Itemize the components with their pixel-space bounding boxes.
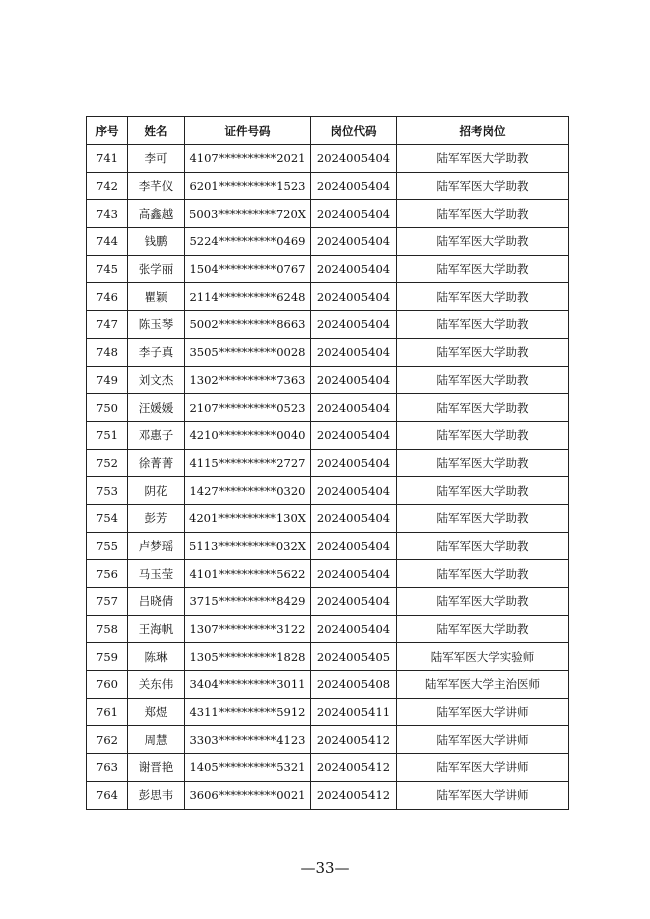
table-row [87, 754, 569, 782]
position-code-cell: 2024005412 [311, 781, 397, 809]
table-row [87, 366, 569, 394]
table-row [87, 477, 569, 505]
serial-cell: 745 [87, 255, 128, 283]
serial-cell: 758 [87, 615, 128, 643]
id-number-cell: 3404**********3011 [185, 671, 311, 699]
name-cell: 吕晓倩 [128, 588, 185, 616]
position-code-cell: 2024005404 [311, 255, 397, 283]
table-row [87, 421, 569, 449]
table-body [87, 145, 569, 810]
name-cell: 彭芳 [128, 504, 185, 532]
header-position: 招考岗位 [397, 117, 569, 145]
serial-cell: 760 [87, 671, 128, 699]
serial-cell: 744 [87, 228, 128, 256]
name-cell: 卢梦瑶 [128, 532, 185, 560]
position-cell: 陆军军医大学助教 [397, 145, 569, 173]
position-code-cell: 2024005404 [311, 477, 397, 505]
table-row [87, 449, 569, 477]
position-code-cell: 2024005404 [311, 338, 397, 366]
name-cell: 李可 [128, 145, 185, 173]
id-number-cell: 4311**********5912 [185, 698, 311, 726]
id-number-cell: 1302**********7363 [185, 366, 311, 394]
id-number-cell: 1307**********3122 [185, 615, 311, 643]
name-cell: 陈琳 [128, 643, 185, 671]
table-row [87, 200, 569, 228]
serial-cell: 764 [87, 781, 128, 809]
position-cell: 陆军军医大学助教 [397, 560, 569, 588]
position-cell: 陆军军医大学助教 [397, 311, 569, 339]
serial-cell: 755 [87, 532, 128, 560]
name-cell: 钱鹏 [128, 228, 185, 256]
header-serial: 序号 [87, 117, 128, 145]
position-cell: 陆军军医大学讲师 [397, 698, 569, 726]
table-row [87, 698, 569, 726]
position-cell: 陆军军医大学讲师 [397, 781, 569, 809]
id-number-cell: 4210**********0040 [185, 421, 311, 449]
name-cell: 谢晋艳 [128, 754, 185, 782]
serial-cell: 756 [87, 560, 128, 588]
table-row [87, 338, 569, 366]
id-number-cell: 1305**********1828 [185, 643, 311, 671]
name-cell: 高鑫越 [128, 200, 185, 228]
id-number-cell: 4107**********2021 [185, 145, 311, 173]
id-number-cell: 3606**********0021 [185, 781, 311, 809]
position-code-cell: 2024005404 [311, 560, 397, 588]
id-number-cell: 1504**********0767 [185, 255, 311, 283]
serial-cell: 747 [87, 311, 128, 339]
serial-cell: 749 [87, 366, 128, 394]
serial-cell: 743 [87, 200, 128, 228]
position-cell: 陆军军医大学助教 [397, 615, 569, 643]
table-row [87, 671, 569, 699]
table-row [87, 311, 569, 339]
serial-cell: 762 [87, 726, 128, 754]
position-code-cell: 2024005405 [311, 643, 397, 671]
id-number-cell: 6201**********1523 [185, 172, 311, 200]
id-number-cell: 2107**********0523 [185, 394, 311, 422]
position-cell: 陆军军医大学助教 [397, 366, 569, 394]
table-row [87, 394, 569, 422]
position-cell: 陆军军医大学实验师 [397, 643, 569, 671]
position-cell: 陆军军医大学助教 [397, 588, 569, 616]
id-number-cell: 5003**********720X [185, 200, 311, 228]
position-cell: 陆军军医大学助教 [397, 172, 569, 200]
id-number-cell: 5113**********032X [185, 532, 311, 560]
serial-cell: 742 [87, 172, 128, 200]
id-number-cell: 5002**********8663 [185, 311, 311, 339]
serial-cell: 752 [87, 449, 128, 477]
position-cell: 陆军军医大学助教 [397, 338, 569, 366]
position-cell: 陆军军医大学主治医师 [397, 671, 569, 699]
table-row [87, 726, 569, 754]
id-number-cell: 2114**********6248 [185, 283, 311, 311]
serial-cell: 759 [87, 643, 128, 671]
position-code-cell: 2024005412 [311, 754, 397, 782]
page-number: —33— [300, 859, 350, 877]
position-cell: 陆军军医大学助教 [397, 421, 569, 449]
position-code-cell: 2024005404 [311, 394, 397, 422]
table-header-row [87, 117, 569, 145]
position-code-cell: 2024005404 [311, 532, 397, 560]
position-code-cell: 2024005404 [311, 200, 397, 228]
position-cell: 陆军军医大学讲师 [397, 754, 569, 782]
table-row [87, 781, 569, 809]
position-code-cell: 2024005412 [311, 726, 397, 754]
position-code-cell: 2024005408 [311, 671, 397, 699]
position-code-cell: 2024005404 [311, 172, 397, 200]
name-cell: 周慧 [128, 726, 185, 754]
position-cell: 陆军军医大学讲师 [397, 726, 569, 754]
id-number-cell: 4201**********130X [185, 504, 311, 532]
id-number-cell: 3505**********0028 [185, 338, 311, 366]
name-cell: 彭思韦 [128, 781, 185, 809]
serial-cell: 753 [87, 477, 128, 505]
position-code-cell: 2024005404 [311, 283, 397, 311]
name-cell: 李芊仪 [128, 172, 185, 200]
serial-cell: 763 [87, 754, 128, 782]
name-cell: 阴花 [128, 477, 185, 505]
position-code-cell: 2024005404 [311, 311, 397, 339]
table-row [87, 145, 569, 173]
table-row [87, 560, 569, 588]
position-code-cell: 2024005404 [311, 588, 397, 616]
id-number-cell: 1427**********0320 [185, 477, 311, 505]
position-cell: 陆军军医大学助教 [397, 477, 569, 505]
name-cell: 刘文杰 [128, 366, 185, 394]
name-cell: 瞿颖 [128, 283, 185, 311]
roster-table [86, 116, 569, 810]
position-cell: 陆军军医大学助教 [397, 283, 569, 311]
position-cell: 陆军军医大学助教 [397, 394, 569, 422]
id-number-cell: 3715**********8429 [185, 588, 311, 616]
position-cell: 陆军军医大学助教 [397, 200, 569, 228]
position-code-cell: 2024005411 [311, 698, 397, 726]
serial-cell: 741 [87, 145, 128, 173]
header-id-number: 证件号码 [185, 117, 311, 145]
serial-cell: 748 [87, 338, 128, 366]
position-cell: 陆军军医大学助教 [397, 504, 569, 532]
position-code-cell: 2024005404 [311, 366, 397, 394]
name-cell: 徐菁菁 [128, 449, 185, 477]
position-cell: 陆军军医大学助教 [397, 532, 569, 560]
table-row [87, 172, 569, 200]
position-code-cell: 2024005404 [311, 145, 397, 173]
serial-cell: 751 [87, 421, 128, 449]
name-cell: 邓惠子 [128, 421, 185, 449]
serial-cell: 761 [87, 698, 128, 726]
position-code-cell: 2024005404 [311, 228, 397, 256]
id-number-cell: 4101**********5622 [185, 560, 311, 588]
serial-cell: 754 [87, 504, 128, 532]
serial-cell: 757 [87, 588, 128, 616]
header-name: 姓名 [128, 117, 185, 145]
position-code-cell: 2024005404 [311, 449, 397, 477]
table-row [87, 615, 569, 643]
table-row [87, 283, 569, 311]
id-number-cell: 3303**********4123 [185, 726, 311, 754]
name-cell: 李子真 [128, 338, 185, 366]
header-position-code: 岗位代码 [311, 117, 397, 145]
name-cell: 汪媛媛 [128, 394, 185, 422]
position-cell: 陆军军医大学助教 [397, 255, 569, 283]
position-cell: 陆军军医大学助教 [397, 228, 569, 256]
position-code-cell: 2024005404 [311, 421, 397, 449]
table-row [87, 504, 569, 532]
table-row [87, 255, 569, 283]
table-row [87, 588, 569, 616]
name-cell: 王海帆 [128, 615, 185, 643]
name-cell: 陈玉琴 [128, 311, 185, 339]
table-row [87, 643, 569, 671]
table-row [87, 532, 569, 560]
table-row [87, 228, 569, 256]
id-number-cell: 1405**********5321 [185, 754, 311, 782]
serial-cell: 750 [87, 394, 128, 422]
position-code-cell: 2024005404 [311, 615, 397, 643]
position-cell: 陆军军医大学助教 [397, 449, 569, 477]
id-number-cell: 5224**********0469 [185, 228, 311, 256]
id-number-cell: 4115**********2727 [185, 449, 311, 477]
name-cell: 关东伟 [128, 671, 185, 699]
serial-cell: 746 [87, 283, 128, 311]
position-code-cell: 2024005404 [311, 504, 397, 532]
name-cell: 马玉莹 [128, 560, 185, 588]
name-cell: 郑煜 [128, 698, 185, 726]
name-cell: 张学丽 [128, 255, 185, 283]
